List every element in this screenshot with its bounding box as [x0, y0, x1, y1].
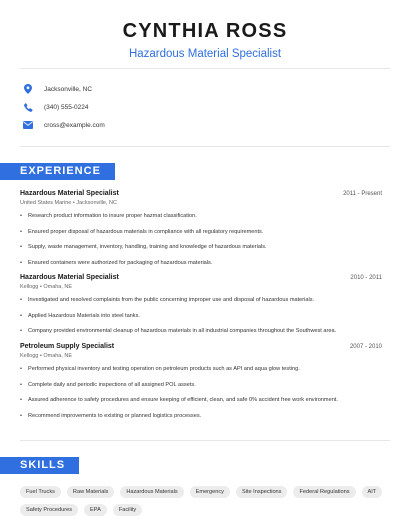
- skill-tag: Fuel Trucks: [20, 486, 61, 498]
- skill-tag: Emergency: [190, 486, 230, 498]
- skill-tag: AIT: [362, 486, 383, 498]
- job-dates: 2011 - Present: [343, 191, 382, 197]
- contact-divider: [20, 146, 390, 147]
- candidate-title: Hazardous Material Specialist: [128, 48, 282, 60]
- job-bullet: • Performed physical inventory and testing operation on petroleum products such as API and aqua glow testing.: [20, 365, 382, 381]
- job-bullet: • Research product information to insure proper hazmat classification.: [20, 212, 382, 228]
- job-bullet: • Complete daily and periodic inspections of all assigned POL assets.: [20, 381, 382, 397]
- phone-text: (340) 555-0224: [44, 103, 89, 111]
- skill-tag: Safety Procedures: [20, 504, 78, 516]
- contact-phone: [20, 98, 105, 116]
- skill-tag: Site Inspections: [236, 486, 288, 498]
- skill-tag: Federal Regulations: [293, 486, 355, 498]
- skill-tag: Facility: [113, 504, 142, 516]
- experience-divider: [20, 440, 390, 441]
- job-bullet: • Investigated and resolved complaints from the public concerning improper use and disposal of hazardous materials.: [20, 296, 382, 312]
- header-divider: [20, 68, 390, 69]
- job-bullet: • Assured adherence to safety procedures and ensure keeping of efficient, clean, and safe 0% accident free work environment.: [20, 396, 382, 412]
- job-bullet: • Ensured proper disposal of hazardous materials in compliance with all regulatory requirements.: [20, 228, 382, 244]
- job-company: United States Marine • Jacksonville, NC: [20, 200, 117, 206]
- contact-location: [20, 80, 105, 98]
- job-bullet: • Ensured containers were authorized for packaging of hazardous materials.: [20, 259, 382, 275]
- resume-header: [0, 0, 410, 60]
- email-text[interactable]: cross@example.com: [44, 121, 105, 129]
- job-title: Hazardous Material Specialist: [20, 190, 119, 197]
- experience-section-heading: EXPERIENCE: [0, 163, 115, 180]
- job-bullet: • Supply, waste management, inventory, handling, training and knowledge of hazardous materials.: [20, 243, 382, 259]
- contact-info: [20, 80, 105, 134]
- experience-item: [20, 343, 382, 427]
- email-icon: [22, 119, 34, 131]
- skills-list: [20, 486, 390, 516]
- skill-tag: Raw Materials: [67, 486, 114, 498]
- skills-section-heading: SKILLS: [0, 457, 79, 474]
- job-title: Petroleum Supply Specialist: [20, 343, 115, 350]
- job-company: Kellogg • Omaha, NE: [20, 353, 73, 359]
- job-title: Hazardous Material Specialist: [20, 274, 119, 281]
- experience-item: [20, 190, 382, 274]
- job-bullet: • Recommend improvements to existing or planned logistics processes.: [20, 412, 382, 428]
- location-pin-icon: [22, 83, 34, 95]
- experience-item: [20, 274, 382, 343]
- contact-email: [20, 116, 105, 134]
- location-text: Jacksonville, NC: [44, 85, 93, 93]
- skill-tag: EPA: [84, 504, 107, 516]
- job-dates: 2010 - 2011: [350, 275, 382, 281]
- job-company: Kellogg • Omaha, NE: [20, 284, 73, 290]
- phone-icon: [22, 101, 34, 113]
- job-bullet: • Company provided environmental cleanup of hazardous materials in all industrial companies throughout the Southwest area.: [20, 327, 382, 343]
- skill-tag: Hazardous Materials: [120, 486, 183, 498]
- candidate-name: CYNTHIA ROSS: [122, 20, 288, 42]
- job-dates: 2007 - 2010: [349, 344, 382, 350]
- job-bullet: • Applied Hazardous Materials into steel tanks.: [20, 312, 382, 328]
